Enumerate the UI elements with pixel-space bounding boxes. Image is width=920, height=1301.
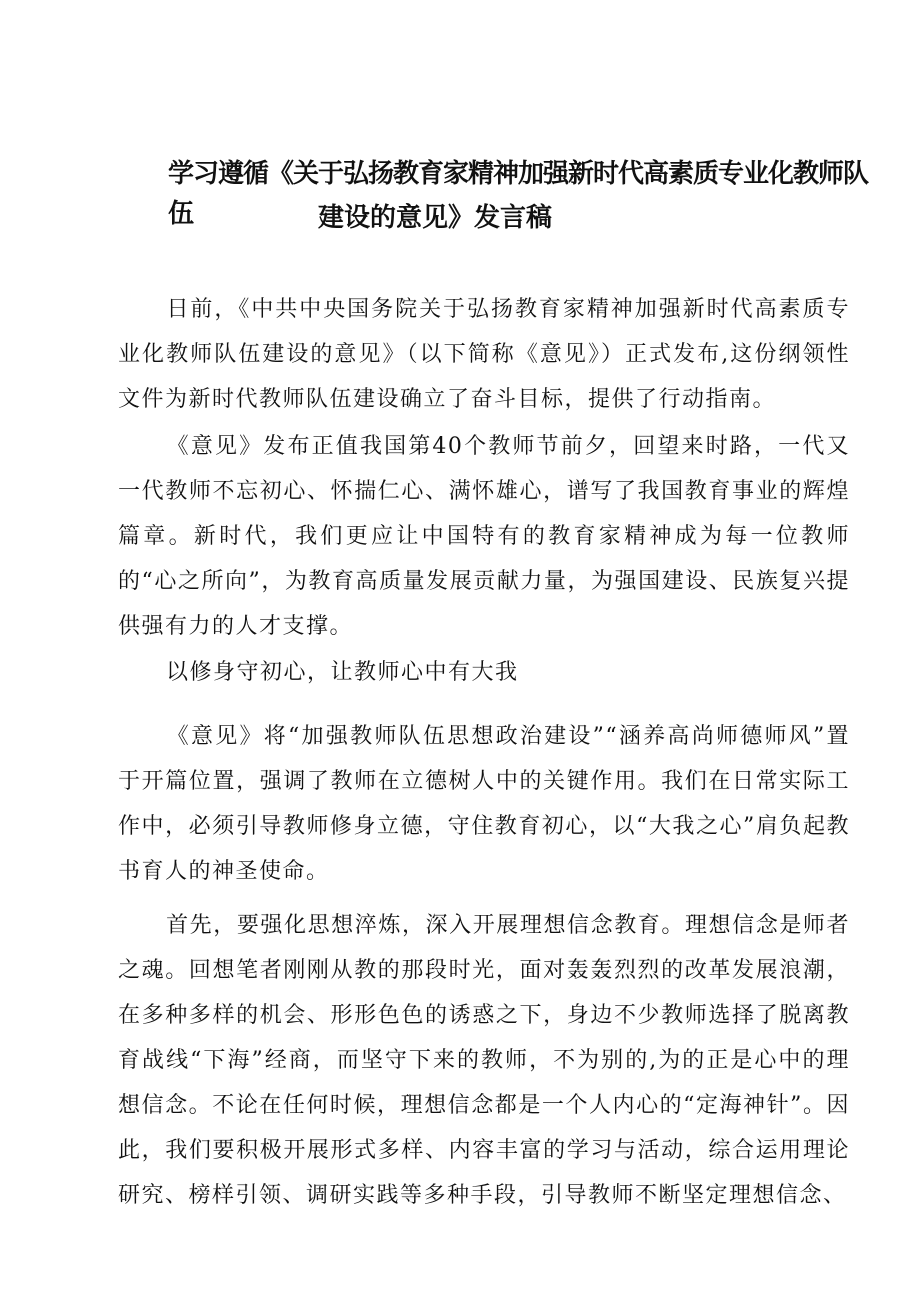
paragraph-text: 《意见》发布正值我国第40个教师节前夕，回望来时路，一代又一代教师不忘初心、怀揣仁心、满怀雄心，谱写了我国教育事业的辉煌篇章。新时代，我们更应让中国特有的教育家精神成为每一位教师的“心之所向”，为教育高质量发展贡献力量，为强国建设、民族复兴提供强有力的人才支撑。 — [118, 434, 850, 639]
section-heading — [118, 650, 850, 695]
paragraph-text: 首先，要强化思想淬炼，深入开展理想信念教育。理想信念是师者之魂。回想笔者刚刚从教的那段时光，面对轰轰烈烈的改革发展浪潮，在多种多样的机会、形形色色的诱惑之下，身边不少教师选择了脱离教育战线“下海”经商，而坚守下来的教师，不为别的,为的正是心中的理想信念。不论在任何时候，理想信念都是一个人内心的“定海神针”。因此，我们要积极开展形式多样、内容丰富的学习与活动，综合运用理论研究、榜样引领、调研实践等多种手段，引导教师不断坚定理想信念、 — [118, 913, 850, 1208]
paragraph-text: 《意见》将“加强教师队伍思想政治建设”“涵养高尚师德师风”置于开篇位置，强调了教师在立德树人中的关键作用。我们在日常实际工作中，必须引导教师修身立德，守住教育初心，以“大我之心”肩负起教书育人的神圣使命。 — [118, 724, 850, 884]
paragraph-teachers-day — [118, 424, 850, 649]
paragraph-text: 日前，《中共中央国务院关于弘扬教育家精神加强新时代高素质专业化教师队伍建设的意见》（以下简称《意见》）正式发布,这份纲领性文件为新时代教师队伍建设确立了奋斗目标，提供了行动指南。 — [118, 297, 850, 412]
paragraph-announcement — [118, 287, 850, 422]
paragraph-ideals — [118, 903, 850, 1218]
document-title-line-1: 学习遵循《关于弘扬教育家精神加强新时代高素质专业化教师队伍 — [168, 159, 869, 229]
section-heading-text: 以修身守初心，让教师心中有大我 — [166, 660, 519, 685]
document-title-line-2: 建设的意见》发言稿 — [318, 203, 553, 233]
paragraph-ethics — [118, 714, 850, 894]
